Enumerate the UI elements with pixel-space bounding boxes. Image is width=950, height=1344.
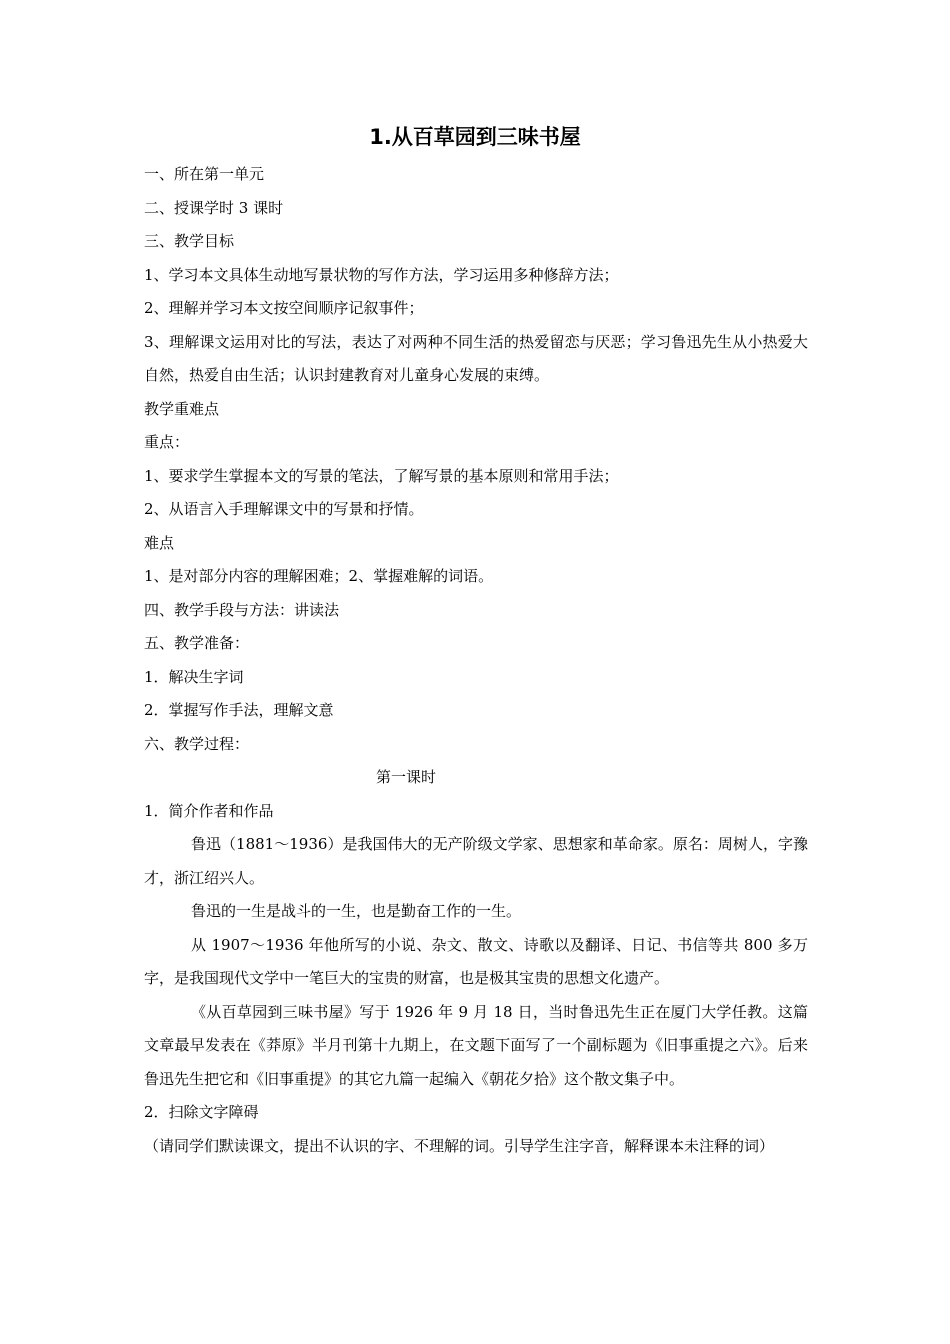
text-line-unit: 一、所在第一单元 — [144, 165, 265, 183]
subheading-difficulty: 难点 — [144, 533, 175, 552]
difficulty-item: 1、是对部分内容的理解困难；2、掌握难解的词语。 — [144, 567, 494, 585]
focus-item-1: 1、要求学生掌握本文的写景的笔法，了解写景的基本原则和常用手法； — [144, 466, 619, 485]
paragraph-vocabulary-instruction: （请同学们默读课文，提出不认识的字、不理解的词。引导学生注字音，解释课本未注释的词） — [144, 1136, 775, 1155]
section-heading-preparation: 五、教学准备： — [144, 634, 250, 652]
text-line-hours: 二、授课学时 3 课时 — [144, 198, 284, 217]
step-heading-author: 1．简介作者和作品 — [144, 801, 274, 820]
lesson-heading-first: 第一课时 — [375, 768, 436, 786]
subheading-focus: 重点： — [144, 433, 190, 451]
document-body — [144, 158, 808, 1163]
document-title: 1.从百草园到三味书屋 — [369, 125, 581, 149]
focus-item-2: 2、从语言入手理解课文中的写景和抒情。 — [144, 500, 424, 518]
step-heading-vocabulary: 2．扫除文字障碍 — [144, 1103, 259, 1121]
preparation-item-1: 1．解决生字词 — [144, 667, 244, 686]
goal-item-1: 1、学习本文具体生动地写景状物的写作方法，学习运用多种修辞方法； — [144, 265, 619, 284]
paragraph-author-life: 鲁迅的一生是战斗的一生，也是勤奋工作的一生。 — [191, 902, 522, 920]
goal-item-2: 2、理解并学习本文按空间顺序记叙事件； — [144, 299, 424, 317]
section-heading-process: 六、教学过程： — [144, 734, 250, 753]
goal-item-3: 3、理解课文运用对比的写法，表达了对两种不同生活的热爱留恋与厌恶；学习鲁迅先生从小热爱大自然，热爱自由生活；认识封建教育对儿童身心发展的束缚。 — [144, 332, 808, 384]
section-heading-methods: 四、教学手段与方法：讲读法 — [144, 600, 340, 619]
preparation-item-2: 2．掌握写作手法，理解文意 — [144, 701, 334, 719]
paragraph-author-intro: 鲁迅（1881～1936）是我国伟大的无产阶级文学家、思想家和革命家。原名：周树人，字豫才，浙江绍兴人。 — [144, 835, 808, 887]
paragraph-author-works: 从 1907～1936 年他所写的小说、杂文、散文、诗歌以及翻译、日记、书信等共 800 多万字，是我国现代文学中一笔巨大的宝贵的财富，也是极其宝贵的思想文化遗产。 — [144, 935, 808, 987]
section-heading-goals: 三、教学目标 — [144, 232, 235, 250]
paragraph-article-background: 《从百草园到三味书屋》写于 1926 年 9 月 18 日，当时鲁迅先生正在厦门大学任教。这篇文章最早发表在《莽原》半月刊第十九期上，在文题下面写了一个副标题为《旧事重提之六》。后来鲁迅先生把它和《旧事重提》的其它九篇一起编入《朝花夕拾》这个散文集子中。 — [144, 1002, 808, 1088]
section-heading-key-points: 教学重难点 — [144, 399, 220, 418]
